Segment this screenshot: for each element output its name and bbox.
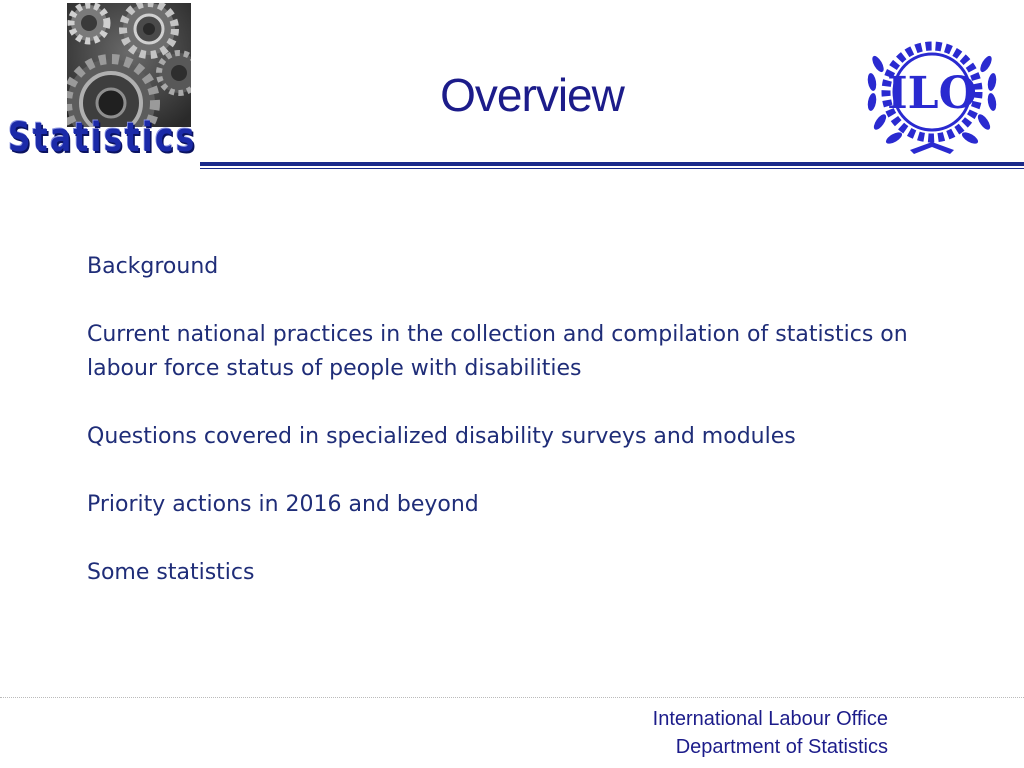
agenda-list xyxy=(87,250,947,624)
footer xyxy=(653,705,888,761)
header-rule-thin xyxy=(200,168,1024,169)
ilo-logo xyxy=(858,34,1006,162)
agenda-item-national-practices: Current national practices in the collection and compilation of statistics on labour force status of people with disabilities xyxy=(87,322,908,381)
agenda-item-questions: Questions covered in specialized disability surveys and modules xyxy=(87,424,796,449)
agenda-item-statistics: Some statistics xyxy=(87,560,255,585)
gears-photo xyxy=(67,3,191,127)
ilo-logo-text: ILO xyxy=(887,68,977,119)
agenda-item-priority-actions: Priority actions in 2016 and beyond xyxy=(87,492,479,517)
footer-rule xyxy=(0,697,1024,698)
agenda-item-background: Background xyxy=(87,254,219,279)
footer-organization: International Labour Office xyxy=(652,708,888,730)
page-title: Overview xyxy=(440,69,624,121)
statistics-wordart: Statistics xyxy=(8,115,197,161)
footer-department: Department of Statistics xyxy=(675,736,888,758)
header-rule xyxy=(200,162,1024,166)
